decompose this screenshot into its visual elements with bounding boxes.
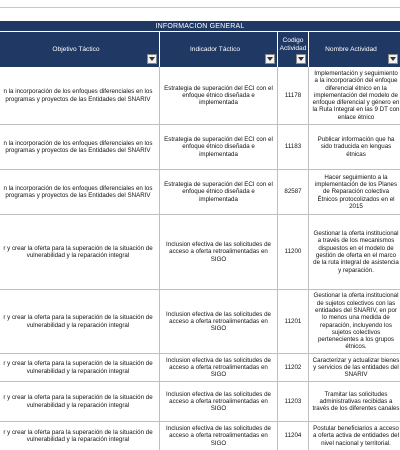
header-objetivo-label: Objetivo Táctico (52, 45, 100, 53)
cell-indicador[interactable]: Estrategia de superación del ECI con el enfoque étnico diseñada e implementada (160, 125, 278, 169)
cell-codigo[interactable]: 11203 (278, 382, 309, 421)
table-row (0, 290, 400, 354)
cell-objetivo[interactable]: r y crear la oferta para la superación de la situación de vulnerabilidad y la reparación integral (0, 422, 160, 450)
header-indicador (160, 32, 278, 67)
table-row (0, 215, 400, 290)
cell-objetivo[interactable]: n la incorporación de los enfoques diferenciales en los programas y proyectos de las Entidades del SNARIV (0, 170, 160, 214)
cell-objetivo[interactable]: r y crear la oferta para la superación de la situación de vulnerabilidad y la reparación integral (0, 290, 160, 353)
cell-objetivo[interactable]: r y crear la oferta para la superación de la situación de vulnerabilidad y la reparación integral (0, 354, 160, 381)
cell-codigo[interactable]: 11183 (278, 125, 309, 169)
cell-actividad[interactable]: Publicar información que ha sido traducida en lenguas étnicas (317, 136, 395, 158)
cell-actividad[interactable]: Gestionar la oferta institucional a través de los mecanismos dispuestos en el modelo de gestión de oferta en el marco de la ruta integral de asistencia y reparación. (313, 230, 399, 274)
cell-objetivo[interactable]: r y crear la oferta para la superación de la situación de vulnerabilidad y la reparación integral (0, 382, 160, 421)
header-codigo-label: Codigo Actividad (279, 37, 307, 52)
filter-dropdown-icon[interactable] (147, 54, 157, 64)
header-objetivo (0, 32, 160, 67)
cell-codigo[interactable]: 82587 (278, 170, 309, 214)
cell-indicador[interactable]: Inclusion efectiva de las solicitudes de acceso a oferta retroalimentadas en SIGO (160, 382, 278, 421)
table-row (0, 354, 400, 382)
empty-title-cell[interactable] (0, 0, 400, 8)
header-actividad (309, 32, 400, 67)
filter-dropdown-icon[interactable] (388, 54, 398, 64)
cell-indicador[interactable]: Inclusion efectiva de las solicitudes de acceso a oferta retroalimentadas en SIGO (160, 354, 278, 381)
cell-objetivo[interactable]: n la incorporación de los enfoques diferenciales en los programas y proyectos de las Entidades del SNARIV (0, 67, 160, 124)
cell-actividad[interactable]: Implementación y seguimiento a la incorporación del enfoque diferencial étnico en la implementación del modelo de enfoque diferencial y género en la Ruta Integral en las 9 DT con enlace étnico (312, 69, 400, 121)
header-codigo (278, 32, 309, 67)
cell-codigo[interactable]: 11178 (278, 67, 309, 124)
cell-actividad[interactable]: Gestionar la oferta institucional de sujetos colectivos con las entidades del SNARIV, en por lo menos una medida de reparación, incluyendo los sujetos colectivos pertenecientes a los grupos étnicos. (313, 292, 399, 351)
cell-codigo[interactable]: 11204 (278, 422, 309, 450)
filter-dropdown-icon[interactable] (265, 54, 275, 64)
cell-indicador[interactable]: Inclusion efectiva de las solicitudes de acceso a oferta retroalimentadas en SIGO (160, 215, 278, 289)
table-row (0, 125, 400, 170)
section-banner: INFORMACION GENERAL (0, 21, 400, 32)
filter-dropdown-icon[interactable] (296, 54, 306, 64)
header-actividad-label: Nombre Actividad (325, 45, 377, 53)
cell-actividad[interactable]: Tramitar las solicitudes administrativas recibidas a través de los diferentes canales (312, 390, 400, 413)
cell-actividad[interactable]: Hacer seguimiento a la implementación de los Planes de Reparación colectiva Étnicos protocolizados en el 2015 (314, 173, 398, 210)
cell-actividad[interactable]: Caracterizar y actualizar bienes y servicios de las entidades del SNARIV (312, 356, 400, 379)
cell-objetivo[interactable]: n la incorporación de los enfoques diferenciales en los programas y proyectos de las Entidades del SNARIV (0, 125, 160, 169)
cell-indicador[interactable]: Inclusion efectiva de las solicitudes de acceso a oferta retroalimentadas en SIGO (160, 290, 278, 353)
cell-indicador[interactable]: Estrategia de superación del ECI con el enfoque étnico diseñada e implementada (160, 67, 278, 124)
cell-objetivo[interactable]: r y crear la oferta para la superación de la situación de vulnerabilidad y la reparación integral (0, 215, 160, 289)
cell-actividad[interactable]: Postular beneficiarios a acceso a oferta activa de entidades del nivel nacional y territorial. (313, 425, 399, 447)
title-area (0, 0, 400, 22)
cell-codigo[interactable]: 11201 (278, 290, 309, 353)
cell-indicador[interactable]: Estrategia de superación del ECI con el enfoque étnico diseñada e implementada (160, 170, 278, 214)
table-row (0, 67, 400, 125)
table-row (0, 382, 400, 422)
cell-indicador[interactable]: Inclusion efectiva de las solicitudes de acceso a oferta retroalimentadas en SIGO (160, 422, 278, 450)
table-row (0, 422, 400, 450)
cell-codigo[interactable]: 11202 (278, 354, 309, 381)
table-row (0, 170, 400, 215)
header-indicador-label: Indicador Táctico (189, 45, 241, 53)
cell-codigo[interactable]: 11200 (278, 215, 309, 289)
